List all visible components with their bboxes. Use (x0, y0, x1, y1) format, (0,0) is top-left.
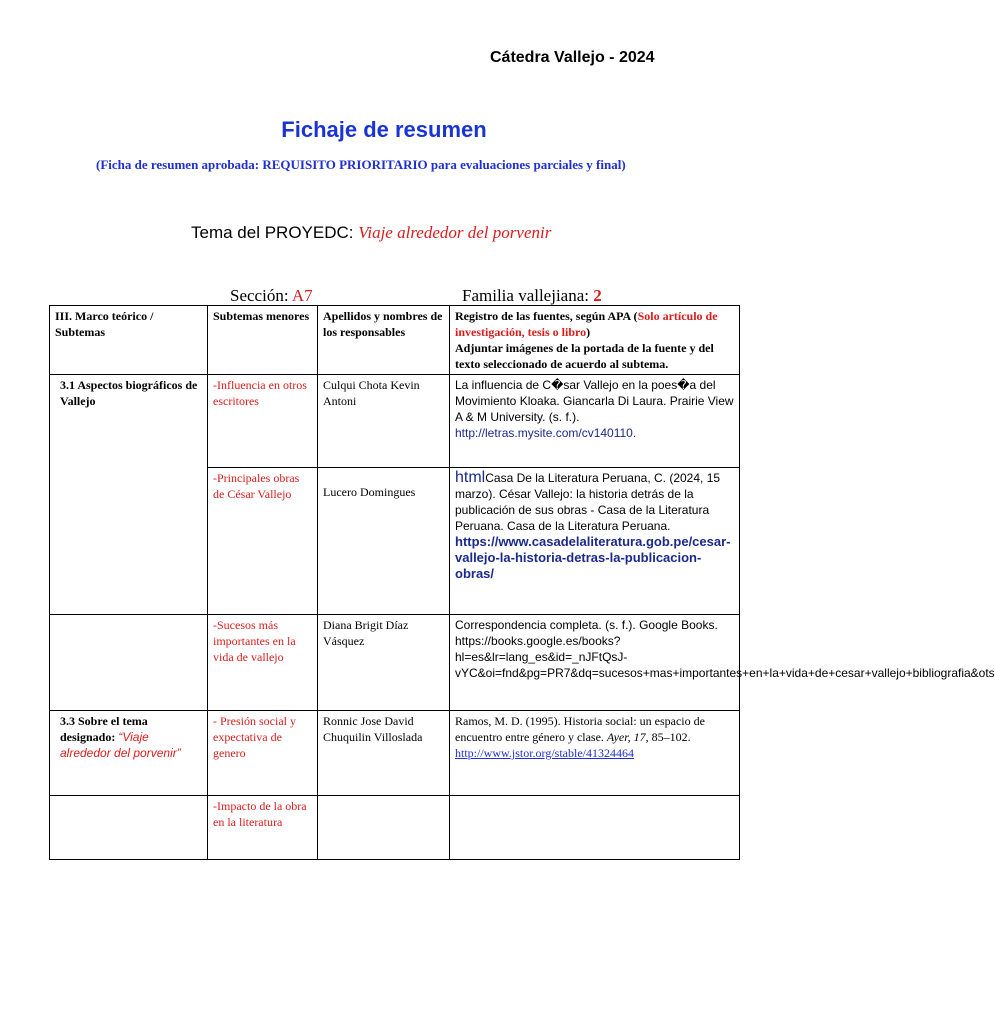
table-row (50, 711, 740, 796)
theme-label: Tema del PROYEDC: (191, 223, 359, 242)
header-responsibles: Apellidos y nombres de los responsables (318, 306, 450, 375)
source-pages: , 85–102. (645, 730, 691, 744)
subtopic-cell: -Principales obras de César Vallejo (208, 468, 318, 615)
header-sources-d: Adjuntar imágenes de la portada de la fuente y del texto seleccionado de acuerdo al subtema. (455, 341, 714, 371)
header-theory: III. Marco teórico / Subtemas (50, 306, 208, 375)
responsible-cell: Diana Brigit Díaz Vásquez (318, 615, 450, 711)
responsible-cell (318, 796, 450, 860)
table-row (50, 796, 740, 860)
theme-text: 3.3 Sobre el tema designado: (60, 714, 148, 744)
source-cell (450, 468, 740, 615)
section-field (230, 286, 313, 306)
source-cell (450, 796, 740, 860)
section-value: A7 (291, 286, 313, 305)
source-prefix: html (455, 469, 486, 486)
subtopic-cell: -Influencia en otros escritores (208, 375, 318, 468)
theme-cell: 3.1 Aspectos biográficos de Vallejo (50, 375, 208, 615)
subtopic-cell: -Sucesos más importantes en la vida de vallejo (208, 615, 318, 711)
theme-value: Viaje alrededor del porvenir (358, 223, 552, 242)
source-cell: Correspondencia completa. (s. f.). Google Books. https://books.google.es/books?hl=es&lr=lang_es&id=_nJFtQsJ-vYC&oi=fnd&pg=PR7&dq=sucesos+mas+importantes+en+la+vida+de+cesar+vallejo+bibliografia&ots (450, 615, 740, 711)
project-theme (191, 223, 551, 243)
theme-cell-empty (50, 615, 208, 711)
source-url[interactable]: http://www.jstor.org/stable/41324464 (455, 746, 634, 760)
source-text: Casa De la Literatura Peruana, C. (2024, 15 marzo). César Vallejo: la historia detrás de la publicación de sus obras - Casa de la Literatura Peruana. Casa de la Literatura Peruana. (455, 471, 721, 533)
catedra-label: Cátedra Vallejo - 2024 (490, 49, 655, 66)
header-sources-a: Registro de las fuentes, según APA ( (455, 309, 638, 323)
family-field (462, 286, 602, 306)
header-sources (450, 306, 740, 375)
subtopic-cell: -Impacto de la obra en la literatura (208, 796, 318, 860)
header-sources-c: ) (586, 325, 591, 339)
table-header-row (50, 306, 740, 375)
source-text: Ramos, M. D. (1995). Historia social: un espacio de encuentro entre género y clase. (455, 714, 705, 744)
header-subtopics: Subtemas menores (208, 306, 318, 375)
responsible-cell: Lucero Domingues (318, 468, 450, 615)
page-title: Fichaje de resumen (281, 117, 487, 142)
header-sources-b: Solo artículo de investigación, tesis o libro (455, 309, 718, 339)
source-journal: Ayer, 17 (606, 730, 646, 744)
family-label: Familia vallejiana: (462, 286, 594, 305)
subtopic-cell: - Presión social y expectativa de genero (208, 711, 318, 796)
source-cell (450, 375, 740, 468)
family-value: 2 (593, 286, 602, 305)
source-text: La influencia de C�sar Vallejo en la poes�a del Movimiento Kloaka. Giancarla Di Laura. Prairie View A & M University. (s. f.). (455, 378, 734, 424)
theme-cell (50, 711, 208, 796)
table-row (50, 375, 740, 468)
source-url[interactable]: http://letras.mysite.com/cv140110. (455, 426, 637, 440)
summary-table (49, 305, 995, 860)
theme-italic: “Viaje alrededor del porvenir” (60, 730, 181, 760)
theme-cell-empty (50, 796, 208, 860)
approval-note: (Ficha de resumen aprobada: REQUISITO PRIORITARIO para evaluaciones parciales y final) (96, 157, 626, 172)
responsible-cell: Culqui Chota Kevin Antoni (318, 375, 450, 468)
page-title-wrap (0, 117, 768, 143)
source-url[interactable]: https://www.casadelaliteratura.gob.pe/cesar-vallejo-la-historia-detras-la-publicacion-obras/ (455, 534, 731, 581)
responsible-cell: Ronnic Jose David Chuquilin Villoslada (318, 711, 450, 796)
section-label: Sección: (230, 286, 292, 305)
source-cell (450, 711, 740, 796)
table-row (50, 615, 740, 711)
